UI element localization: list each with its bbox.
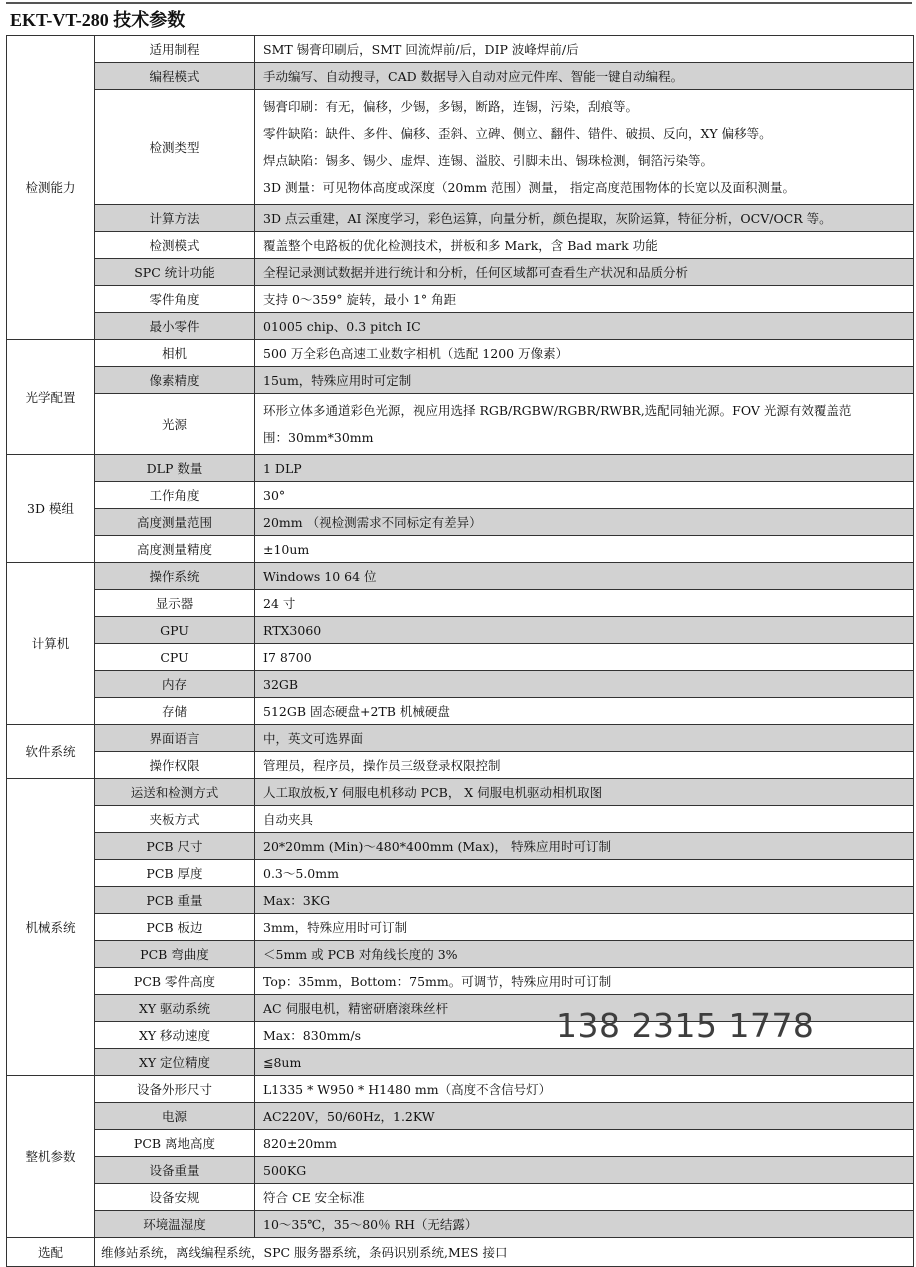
spec-row — [7, 698, 914, 725]
spec-value: 符合 CE 安全标准 — [255, 1184, 914, 1211]
spec-value: ±10um — [255, 536, 914, 563]
spec-label: 相机 — [95, 340, 255, 367]
spec-label: PCB 尺寸 — [95, 833, 255, 860]
spec-row — [7, 482, 914, 509]
spec-label: 运送和检测方式 — [95, 779, 255, 806]
spec-row — [7, 1184, 914, 1211]
spec-label: CPU — [95, 644, 255, 671]
spec-value: 支持 0～359° 旋转，最小 1° 角距 — [255, 286, 914, 313]
spec-value: 中，英文可选界面 — [255, 725, 914, 752]
spec-value: 管理员，程序员，操作员三级登录权限控制 — [255, 752, 914, 779]
spec-row — [7, 259, 914, 286]
spec-value: 全程记录测试数据并进行统计和分析，任何区域都可查看生产状况和品质分析 — [255, 259, 914, 286]
spec-value: AC 伺服电机，精密研磨滚珠丝杆 — [255, 995, 914, 1022]
spec-value: 24 寸 — [255, 590, 914, 617]
group-label: 检测能力 — [7, 36, 95, 340]
group-label: 3D 模组 — [7, 455, 95, 563]
spec-row — [7, 725, 914, 752]
watermark-phone: 138 2315 1778 — [556, 1006, 815, 1045]
spec-row — [7, 286, 914, 313]
spec-row — [7, 671, 914, 698]
spec-label: 检测类型 — [95, 90, 255, 205]
spec-row — [7, 313, 914, 340]
spec-value: ≦8um — [255, 1049, 914, 1076]
spec-value: 20*20mm (Min)～480*400mm (Max)， 特殊应用时可订制 — [255, 833, 914, 860]
page-title: EKT-VT-280 技术参数 — [10, 10, 186, 30]
spec-value: I7 8700 — [255, 644, 914, 671]
spec-value: 人工取放板,Y 伺服电机移动 PCB， X 伺服电机驱动相机取图 — [255, 779, 914, 806]
spec-value: 3D 点云重建，AI 深度学习，彩色运算，向量分析，颜色提取，灰阶运算，特征分析，OCV/OCR 等。 — [255, 205, 914, 232]
group-label: 计算机 — [7, 563, 95, 725]
group-label: 光学配置 — [7, 340, 95, 455]
spec-row — [7, 394, 914, 455]
spec-label: 工作角度 — [95, 482, 255, 509]
spec-label: 高度测量范围 — [95, 509, 255, 536]
options-label: 选配 — [7, 1238, 95, 1267]
spec-label: 设备重量 — [95, 1157, 255, 1184]
spec-row — [7, 563, 914, 590]
spec-label: 存储 — [95, 698, 255, 725]
spec-label: PCB 离地高度 — [95, 1130, 255, 1157]
spec-label: PCB 弯曲度 — [95, 941, 255, 968]
spec-row — [7, 36, 914, 63]
spec-value: 500KG — [255, 1157, 914, 1184]
spec-value: 自动夹具 — [255, 806, 914, 833]
title-rule — [6, 2, 912, 4]
group-label: 软件系统 — [7, 725, 95, 779]
spec-row — [7, 1076, 914, 1103]
spec-value: AC220V，50/60Hz，1.2KW — [255, 1103, 914, 1130]
spec-label: PCB 厚度 — [95, 860, 255, 887]
spec-row — [7, 340, 914, 367]
group-label: 机械系统 — [7, 779, 95, 1076]
spec-label: 操作权限 — [95, 752, 255, 779]
spec-table — [6, 35, 914, 1267]
spec-label: 零件角度 — [95, 286, 255, 313]
spec-label: PCB 板边 — [95, 914, 255, 941]
spec-label: 操作系统 — [95, 563, 255, 590]
spec-row — [7, 536, 914, 563]
spec-label: 显示器 — [95, 590, 255, 617]
spec-value: 3mm，特殊应用时可订制 — [255, 914, 914, 941]
spec-row — [7, 205, 914, 232]
spec-value: 30° — [255, 482, 914, 509]
spec-value-line: 环形立体多通道彩色光源，视应用选择 RGB/RGBW/RGBR/RWBR,选配同轴光源。FOV 光源有效覆盖范 — [263, 403, 852, 418]
spec-label: 最小零件 — [95, 313, 255, 340]
spec-label: 检测模式 — [95, 232, 255, 259]
spec-label: 光源 — [95, 394, 255, 455]
options-value: 维修站系统，离线编程系统，SPC 服务器系统，条码识别系统,MES 接口 — [95, 1238, 914, 1267]
spec-value: 512GB 固态硬盘+2TB 机械硬盘 — [255, 698, 914, 725]
spec-row — [7, 752, 914, 779]
spec-value: 01005 chip、0.3 pitch IC — [255, 313, 914, 340]
spec-label: 夹板方式 — [95, 806, 255, 833]
spec-value: Top：35mm，Bottom：75mm。可调节，特殊应用时可订制 — [255, 968, 914, 995]
spec-value: 10～35℃，35～80％ RH（无结露） — [255, 1211, 914, 1238]
spec-value: 0.3～5.0mm — [255, 860, 914, 887]
spec-row — [7, 90, 914, 205]
spec-row — [7, 860, 914, 887]
spec-row — [7, 367, 914, 394]
spec-label: 内存 — [95, 671, 255, 698]
spec-row — [7, 455, 914, 482]
spec-row — [7, 509, 914, 536]
spec-label: PCB 重量 — [95, 887, 255, 914]
spec-row — [7, 590, 914, 617]
spec-value-line: 3D 测量：可见物体高度或深度（20mm 范围）测量， 指定高度范围物体的长宽以及面积测量。 — [263, 180, 796, 195]
spec-label: 电源 — [95, 1103, 255, 1130]
spec-label: 像素精度 — [95, 367, 255, 394]
spec-value: Windows 10 64 位 — [255, 563, 914, 590]
spec-label: 环境温湿度 — [95, 1211, 255, 1238]
spec-row — [7, 887, 914, 914]
spec-row — [7, 63, 914, 90]
spec-row — [7, 232, 914, 259]
spec-label: 设备安规 — [95, 1184, 255, 1211]
spec-label: XY 驱动系统 — [95, 995, 255, 1022]
options-row — [7, 1238, 914, 1267]
spec-value: ＜5mm 或 PCB 对角线长度的 3% — [255, 941, 914, 968]
spec-value-line: 焊点缺陷：锡多、锡少、虚焊、连锡、溢胶、引脚未出、锡珠检测，铜箔污染等。 — [263, 153, 714, 168]
spec-label: GPU — [95, 617, 255, 644]
spec-row — [7, 833, 914, 860]
spec-row — [7, 1049, 914, 1076]
spec-label: SPC 统计功能 — [95, 259, 255, 286]
spec-value: SMT 锡膏印刷后，SMT 回流焊前/后，DIP 波峰焊前/后 — [255, 36, 914, 63]
spec-label: XY 移动速度 — [95, 1022, 255, 1049]
spec-label: DLP 数量 — [95, 455, 255, 482]
spec-value-line: 锡膏印刷：有无，偏移，少锡，多锡，断路，连锡，污染，刮痕等。 — [263, 99, 639, 114]
spec-label: PCB 零件高度 — [95, 968, 255, 995]
spec-row — [7, 1130, 914, 1157]
spec-value: 手动编写、自动搜寻，CAD 数据导入自动对应元件库、智能一键自动编程。 — [255, 63, 914, 90]
spec-label: 编程模式 — [95, 63, 255, 90]
spec-value: 500 万全彩色高速工业数字相机（选配 1200 万像素） — [255, 340, 914, 367]
spec-row — [7, 1157, 914, 1184]
spec-row — [7, 914, 914, 941]
group-label: 整机参数 — [7, 1076, 95, 1238]
spec-row — [7, 779, 914, 806]
spec-value: 覆盖整个电路板的优化检测技术，拼板和多 Mark，含 Bad mark 功能 — [255, 232, 914, 259]
spec-value: L1335 * W950 * H1480 mm（高度不含信号灯） — [255, 1076, 914, 1103]
spec-value: Max：3KG — [255, 887, 914, 914]
spec-row — [7, 968, 914, 995]
spec-value: 15um，特殊应用时可定制 — [255, 367, 914, 394]
spec-row — [7, 1103, 914, 1130]
spec-value: 820±20mm — [255, 1130, 914, 1157]
spec-label: 适用制程 — [95, 36, 255, 63]
spec-row — [7, 644, 914, 671]
spec-value — [255, 90, 914, 205]
spec-value: 1 DLP — [255, 455, 914, 482]
spec-value — [255, 394, 914, 455]
spec-value: 32GB — [255, 671, 914, 698]
spec-row — [7, 806, 914, 833]
spec-label: 高度测量精度 — [95, 536, 255, 563]
spec-label: XY 定位精度 — [95, 1049, 255, 1076]
spec-row — [7, 617, 914, 644]
spec-label: 界面语言 — [95, 725, 255, 752]
spec-label: 设备外形尺寸 — [95, 1076, 255, 1103]
spec-value-line: 零件缺陷：缺件、多件、偏移、歪斜、立碑、侧立、翻件、错件、破损、反向，XY 偏移等。 — [263, 126, 772, 141]
spec-label: 计算方法 — [95, 205, 255, 232]
spec-value-line: 围：30mm*30mm — [263, 430, 374, 445]
spec-value: Max：830mm/s — [255, 1022, 914, 1049]
spec-row — [7, 1211, 914, 1238]
spec-value: 20mm （视检测需求不同标定有差异） — [255, 509, 914, 536]
spec-value: RTX3060 — [255, 617, 914, 644]
spec-row — [7, 941, 914, 968]
